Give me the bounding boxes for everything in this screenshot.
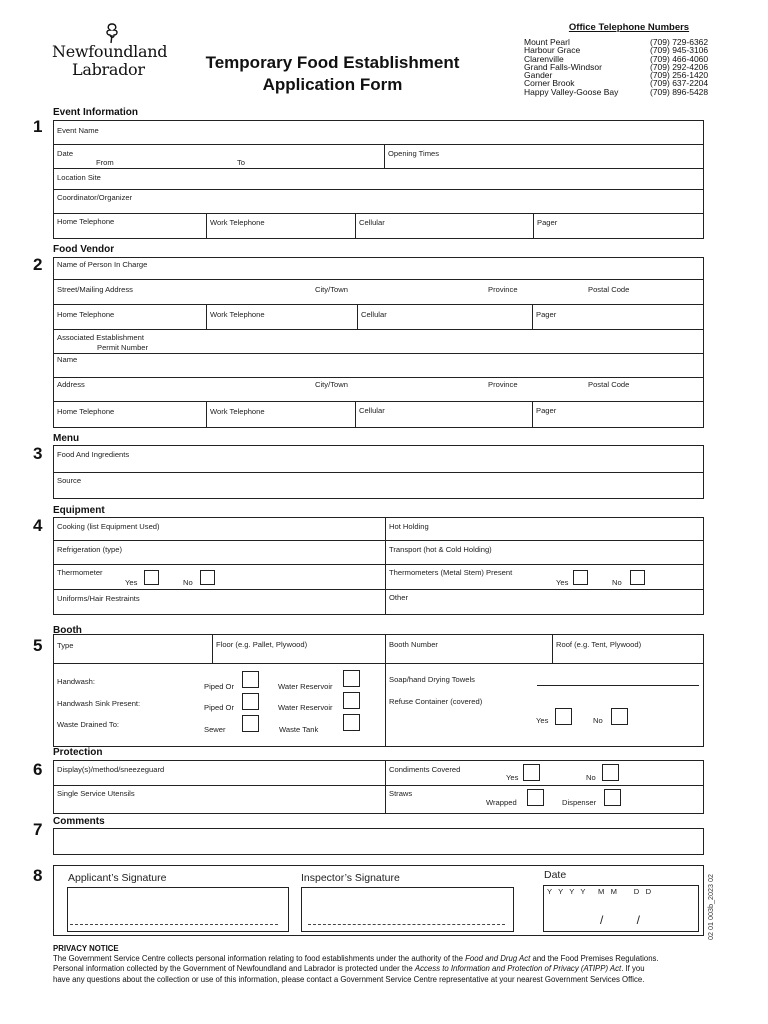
section-title-equipment: Equipment: [53, 505, 105, 516]
equipment-box: [53, 517, 704, 615]
food-vendor-box: [53, 257, 704, 428]
yes-label: Yes: [506, 773, 519, 782]
handwash-reservoir-checkbox[interactable]: [343, 670, 360, 687]
applicant-signature-label: Applicant’s Signature: [68, 872, 167, 884]
uniforms-label: Uniforms/Hair Restraints: [57, 594, 140, 603]
no-label: No: [183, 578, 193, 587]
office-name: Gander: [524, 70, 553, 81]
work-telephone-field[interactable]: [206, 305, 265, 329]
office-name: Happy Valley-Goose Bay: [524, 86, 619, 97]
form-title-line1: Temporary Food Establishment: [205, 53, 460, 72]
name-label: Name: [57, 355, 78, 364]
straws-wrapped-checkbox[interactable]: [527, 789, 544, 806]
type-label: Type: [57, 641, 74, 650]
section-number: 3: [33, 444, 43, 463]
pager-label: Pager: [536, 406, 557, 415]
phone-row: [54, 402, 703, 427]
pager-field[interactable]: [532, 402, 557, 427]
section-title-vendor: Food Vendor: [53, 244, 115, 255]
location-site-label: Location Site: [57, 173, 101, 182]
refuse-yes-checkbox[interactable]: [555, 708, 572, 725]
cellular-label: Cellular: [359, 406, 385, 415]
condiments-label: Condiments Covered: [389, 765, 461, 774]
mailing-address-row[interactable]: [54, 280, 703, 305]
pager-field[interactable]: [532, 305, 557, 329]
equipment-row: [54, 518, 703, 541]
thermometer-stem-no-checkbox[interactable]: [630, 570, 645, 585]
postal-code-label: Postal Code: [588, 285, 630, 294]
applicant-signature-line: [70, 924, 278, 925]
date-slashes: / /: [600, 913, 641, 927]
section-title-comments: Comments: [53, 816, 105, 827]
event-info-box: [53, 120, 704, 239]
office-name: Harbour Grace: [524, 45, 581, 56]
office-name: Grand Falls-Windsor: [524, 61, 602, 72]
phone-row: [54, 305, 703, 330]
thermometer-stem-cell: [385, 565, 622, 589]
privacy-notice: [53, 944, 713, 985]
booth-top-row: [54, 635, 703, 664]
pager-field[interactable]: [533, 214, 558, 238]
postal-code-label: Postal Code: [588, 380, 630, 389]
floor-label: Floor (e.g. Pallet, Plywood): [216, 640, 308, 649]
straws-dispenser-checkbox[interactable]: [604, 789, 621, 806]
thermometer-yes-checkbox[interactable]: [144, 570, 159, 585]
display-label: Display(s)/method/sneezeguard: [57, 765, 165, 774]
piped-or-label: Piped Or: [204, 703, 234, 712]
no-label: No: [586, 773, 596, 782]
booth-number-label: Booth Number: [389, 640, 438, 649]
food-drug-act: Food and Drug Act: [465, 954, 531, 964]
logo-line2: Labrador: [72, 60, 145, 79]
office-name: Clarenville: [524, 53, 564, 64]
condiments-yes-checkbox[interactable]: [523, 764, 540, 781]
food-ingredients-field[interactable]: [54, 446, 703, 473]
cellular-field[interactable]: [355, 214, 385, 238]
office-number: (709) 637-2204: [650, 78, 709, 89]
booth-number-field[interactable]: [385, 635, 438, 663]
food-ingredients-label: Food And Ingredients: [57, 450, 130, 459]
section-number: 7: [33, 820, 43, 839]
sink-reservoir-checkbox[interactable]: [343, 692, 360, 709]
straws-label: Straws: [389, 789, 413, 798]
inspector-signature-line: [308, 924, 505, 925]
atipp-act: Access to Information and Protection of Privacy (ATIPP) Act: [414, 964, 622, 974]
thermometer-no-checkbox[interactable]: [200, 570, 215, 585]
yes-label: Yes: [536, 716, 549, 725]
piped-or-label: Piped Or: [204, 682, 234, 691]
office-number: (709) 896-5428: [650, 86, 709, 97]
date-field[interactable]: [543, 885, 699, 932]
date-format-label: Y Y Y Y M M D D: [547, 887, 652, 896]
city-label: City/Town: [315, 380, 348, 389]
location-site-field[interactable]: [54, 169, 703, 190]
phone-row: [524, 88, 714, 96]
hot-holding-label: Hot Holding: [389, 522, 429, 531]
thermometer-label: Thermometer: [57, 568, 103, 577]
waste-tank-checkbox[interactable]: [343, 714, 360, 731]
sewer-label: Sewer: [204, 725, 226, 734]
form-code: 02 01 003b_2023 02: [706, 874, 715, 940]
logo-line1: Newfoundland: [52, 42, 168, 61]
date-label: Date: [57, 149, 74, 158]
section-number: 2: [33, 255, 43, 274]
waste-drained-label: Waste Drained To:: [57, 720, 120, 729]
roof-label: Roof (e.g. Tent, Plywood): [556, 640, 642, 649]
applicant-signature-field[interactable]: [67, 887, 289, 932]
province-label: Province: [488, 380, 518, 389]
section-number: 1: [33, 117, 43, 136]
section-title-protection: Protection: [53, 747, 103, 758]
yes-label: Yes: [556, 578, 569, 587]
cellular-label: Cellular: [359, 218, 385, 227]
office-number: (709) 256-1420: [650, 70, 709, 81]
equipment-row: [54, 590, 703, 614]
signature-box: [53, 865, 704, 936]
privacy-text: and the Food Premises Regulations.: [530, 954, 659, 964]
permit-number-label: Permit Number: [97, 343, 149, 352]
establishment-name-field[interactable]: [54, 354, 703, 378]
pitcher-plant-logo-icon: [102, 22, 122, 44]
waste-sewer-checkbox[interactable]: [242, 715, 259, 732]
privacy-text: . If you: [621, 964, 645, 974]
office-name: Mount Pearl: [524, 37, 570, 47]
condiments-no-checkbox[interactable]: [602, 764, 619, 781]
coordinator-field[interactable]: [54, 190, 703, 214]
cellular-label: Cellular: [361, 310, 387, 319]
work-telephone-field[interactable]: [206, 214, 265, 238]
office-number: (709) 945-3106: [650, 45, 709, 56]
street-label: Street/Mailing Address: [57, 285, 133, 294]
floor-field[interactable]: [212, 635, 308, 663]
other-label: Other: [389, 593, 408, 602]
condiments-cell: [385, 761, 596, 785]
associated-establishment-field[interactable]: [54, 330, 703, 354]
section-title-event: Event Information: [53, 107, 139, 118]
handwash-sink-label: Handwash Sink Present:: [57, 699, 141, 708]
refuse-no-checkbox[interactable]: [611, 708, 628, 725]
inspector-signature-field[interactable]: [301, 887, 514, 932]
source-field[interactable]: [54, 473, 703, 498]
refuse-container-label: Refuse Container (covered): [389, 697, 483, 706]
source-label: Source: [57, 476, 82, 485]
refrigeration-label: Refrigeration (type): [57, 545, 122, 554]
booth-sanitation-cell: [385, 664, 603, 746]
cellular-field[interactable]: [355, 402, 385, 427]
date-to-label: To: [237, 158, 246, 167]
water-reservoir-label: Water Reservoir: [278, 703, 333, 712]
privacy-notice-title: PRIVACY NOTICE: [53, 944, 119, 953]
associated-establishment-label: Associated Establishment: [57, 333, 144, 342]
booth-box: [53, 634, 704, 747]
date-label: Date: [544, 869, 567, 881]
person-in-charge-field[interactable]: [54, 258, 703, 280]
office-phone-list: [524, 22, 714, 96]
establishment-address-row[interactable]: [54, 378, 703, 402]
opening-times-label: Opening Times: [388, 149, 440, 158]
cellular-field[interactable]: [357, 305, 387, 329]
transport-field[interactable]: [385, 541, 492, 564]
protection-box: [53, 760, 704, 814]
protection-row: [54, 786, 703, 813]
nl-logo: [52, 22, 168, 82]
province-label: Province: [488, 285, 518, 294]
handwash-label: Handwash:: [57, 677, 95, 686]
cooking-label: Cooking (list Equipment Used): [57, 522, 160, 531]
sink-piped-checkbox[interactable]: [242, 693, 259, 710]
coordinator-label: Coordinator/Organizer: [57, 193, 133, 202]
work-telephone-label: Work Telephone: [210, 407, 265, 416]
phone-row: [54, 214, 703, 238]
no-label: No: [593, 716, 603, 725]
office-phone-heading: Office Telephone Numbers: [568, 22, 690, 33]
hot-holding-field[interactable]: [385, 518, 429, 540]
straws-cell: [385, 786, 597, 813]
work-telephone-label: Work Telephone: [210, 310, 265, 319]
pager-label: Pager: [536, 310, 557, 319]
work-telephone-label: Work Telephone: [210, 218, 265, 227]
date-from-label: From: [96, 158, 114, 167]
pager-label: Pager: [537, 218, 558, 227]
menu-box: [53, 445, 704, 499]
section-number: 5: [33, 636, 43, 655]
section-number: 4: [33, 516, 43, 535]
work-telephone-field[interactable]: [206, 402, 265, 427]
address-label: Address: [57, 380, 85, 389]
person-in-charge-label: Name of Person In Charge: [57, 260, 148, 269]
privacy-line-3: have any questions about the collection or use of this information, please contact a Government Service Centre representative at your nearest Government Services Office.: [53, 974, 645, 984]
form-title-line2: Application Form: [262, 75, 403, 94]
city-label: City/Town: [315, 285, 348, 294]
roof-field[interactable]: [552, 635, 642, 663]
event-name-field[interactable]: [54, 121, 703, 145]
thermometer-stem-label: Thermometers (Metal Stem) Present: [389, 568, 513, 577]
booth-bottom-row: [54, 664, 703, 746]
office-number: (709) 292-4206: [650, 61, 709, 72]
privacy-text: The Government Service Centre collects personal information relating to food establishments under the authority of the: [53, 954, 466, 964]
office-number: (709) 729-6362: [650, 37, 709, 47]
inspector-signature-label: Inspector’s Signature: [301, 872, 400, 884]
section-number: 8: [33, 866, 43, 885]
soap-towels-line[interactable]: [537, 685, 699, 686]
privacy-line-1: [53, 954, 713, 964]
soap-towels-label: Soap/hand Drying Towels: [389, 675, 475, 684]
home-telephone-label: Home Telephone: [57, 407, 115, 416]
section-number: 6: [33, 760, 43, 779]
transport-label: Transport (hot & Cold Holding): [389, 545, 492, 554]
privacy-line-2: [53, 964, 713, 974]
date-row: [54, 145, 703, 169]
home-telephone-label: Home Telephone: [57, 310, 115, 319]
yes-label: Yes: [125, 578, 138, 587]
other-field[interactable]: [385, 590, 408, 614]
home-telephone-label: Home Telephone: [57, 217, 115, 226]
office-name: Corner Brook: [524, 78, 575, 89]
wrapped-label: Wrapped: [486, 798, 517, 807]
privacy-text: Personal information collected by the Government of Newfoundland and Labrador is protected under the: [53, 964, 415, 974]
protection-row: [54, 761, 703, 786]
form-title: [195, 52, 470, 96]
comments-field[interactable]: [53, 828, 704, 855]
thermometer-stem-yes-checkbox[interactable]: [573, 570, 588, 585]
opening-times-field[interactable]: [384, 145, 440, 168]
thermometer-row: [54, 565, 703, 590]
single-service-label: Single Service Utensils: [57, 789, 135, 798]
section-title-menu: Menu: [53, 433, 80, 444]
section-title-booth: Booth: [53, 625, 82, 636]
waste-tank-label: Waste Tank: [279, 725, 319, 734]
dispenser-label: Dispenser: [562, 798, 597, 807]
water-reservoir-label: Water Reservoir: [278, 682, 333, 691]
event-name-label: Event Name: [57, 126, 99, 135]
equipment-row: [54, 541, 703, 565]
no-label: No: [612, 578, 622, 587]
office-number: (709) 466-4060: [650, 53, 709, 64]
handwash-piped-checkbox[interactable]: [242, 671, 259, 688]
